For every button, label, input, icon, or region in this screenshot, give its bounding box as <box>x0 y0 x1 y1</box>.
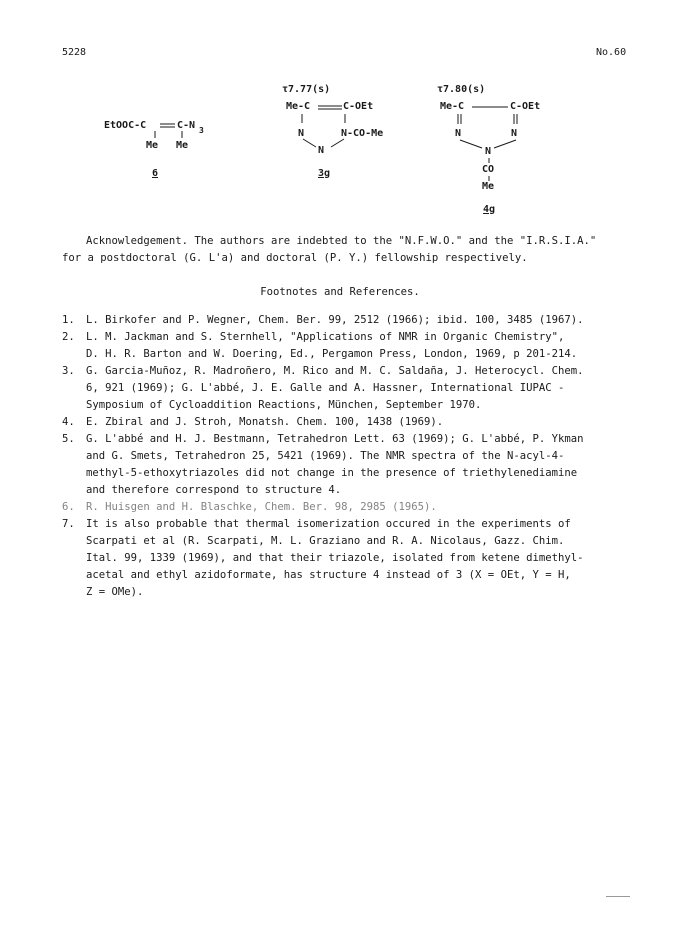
cmpd6-ester: EtOOC-C <box>104 120 147 131</box>
reference-number: 1. <box>62 314 75 326</box>
reference-text: It is also probable that thermal isomerization occured in the experiments of Scarpati et al (R. Scarpati, M. L. Graziano and R. A. Nicolaus, Gazz. Chim. Ital. 99, 1339 (1969), and that their triazole, isolated from ketene dimethyl- acetal and ethyl azidoformate, has structure 4 instead of 3 (X = OEt, Y = H, Z = OMe). <box>86 518 584 598</box>
cmpd4g-shift: τ7.80(s) <box>437 84 486 95</box>
cmpd3g-n-bottom: N <box>318 145 325 156</box>
reference-item <box>62 516 642 601</box>
reference-number: 2. <box>62 331 75 343</box>
reference-item <box>62 363 642 414</box>
reference-item <box>62 431 642 499</box>
cmpd4g-label: 4g <box>483 204 496 215</box>
cmpd4g-me: Me <box>482 181 495 192</box>
page-number: 5228 <box>62 47 87 58</box>
cmpd4g-c-left: Me-C <box>440 101 465 112</box>
cmpd3g-n-left: N <box>298 128 305 139</box>
cmpd4g-c-right: C-OEt <box>510 101 541 112</box>
references-list <box>62 312 642 601</box>
reference-text: L. M. Jackman and S. Sternhell, "Applications of NMR in Organic Chemistry", D. H. R. Barton and W. Doering, Ed., Pergamon Press, London, 1969, p 201-214. <box>86 331 578 360</box>
reference-text: E. Zbiral and J. Stroh, Monatsh. Chem. 100, 1438 (1969). <box>86 416 444 428</box>
reference-text: G. Garcia-Muñoz, R. Madroñero, M. Rico and M. C. Saldaña, J. Heterocycl. Chem. 6, 921 (1969); G. L'abbé, J. E. Galle and A. Hassner, International IUPAC - Symposium of Cycloaddition Reactions, München, September 1970. <box>86 365 584 411</box>
cmpd3g-c-left: Me-C <box>286 101 311 112</box>
cmpd6-me-right: Me <box>176 140 189 151</box>
reference-text: R. Huisgen and H. Blaschke, Chem. Ber. 98, 2985 (1965). <box>86 501 437 513</box>
reference-item <box>62 329 642 363</box>
cmpd4g-n-left: N <box>455 128 462 139</box>
cmpd4g-co: CO <box>482 164 495 175</box>
reference-text: L. Birkofer and P. Wegner, Chem. Ber. 99, 2512 (1966); ibid. 100, 3485 (1967). <box>86 314 584 326</box>
cmpd6-me-left: Me <box>146 140 159 151</box>
footer-rule <box>606 896 630 897</box>
references-heading: Footnotes and References. <box>260 286 420 298</box>
acknowledgement-line-2: for a postdoctoral (G. L'a) and doctoral (P. Y.) fellowship respectively. <box>62 252 528 264</box>
reference-item <box>62 499 642 516</box>
reference-number: 7. <box>62 518 75 530</box>
reference-number: 3. <box>62 365 75 377</box>
cmpd6-azide: C-N <box>177 120 196 131</box>
cmpd3g-shift: τ7.77(s) <box>282 84 331 95</box>
reference-number: 6. <box>62 501 75 513</box>
reference-item <box>62 312 642 329</box>
reference-number: 5. <box>62 433 75 445</box>
cmpd3g-n-right: N-CO-Me <box>341 128 384 139</box>
cmpd6-label: 6 <box>152 168 159 179</box>
cmpd6-subscript: 3 <box>199 126 204 135</box>
cmpd4g-n-bottom: N <box>485 146 492 157</box>
cmpd4g-n-right: N <box>511 128 518 139</box>
structure-bonds <box>0 0 680 230</box>
cmpd3g-label: 3g <box>318 168 331 179</box>
reference-item <box>62 414 642 431</box>
cmpd3g-c-right: C-OEt <box>343 101 374 112</box>
journal-issue: No.60 <box>596 47 627 58</box>
reference-text: G. L'abbé and H. J. Bestmann, Tetrahedron Lett. 63 (1969); G. L'abbé, P. Ykman and G. Smets, Tetrahedron 25, 5421 (1969). The NMR spectra of the N-acyl-4- methyl-5-ethoxytriazoles did not change in the presence of triethylenediamine and therefore correspond to structure 4. <box>86 433 584 496</box>
reference-number: 4. <box>62 416 75 428</box>
acknowledgement-line-1: Acknowledgement. The authors are indebted to the "N.F.W.O." and the "I.R.S.I.A." <box>86 235 597 247</box>
